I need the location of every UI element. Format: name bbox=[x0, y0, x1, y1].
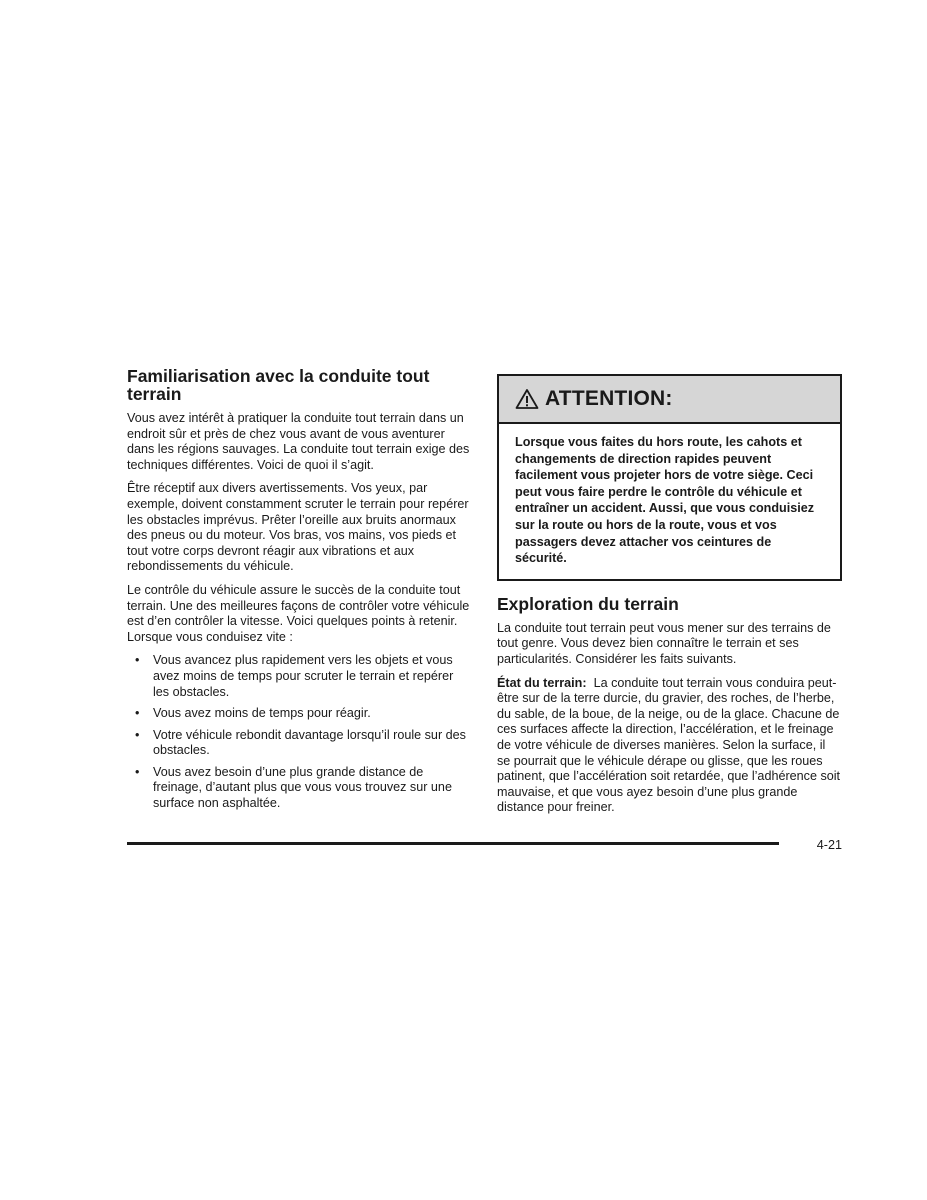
warning-title: ATTENTION: bbox=[545, 387, 673, 410]
right-column bbox=[497, 367, 842, 824]
paragraph-etat-terrain bbox=[497, 676, 842, 816]
warning-triangle-icon bbox=[515, 388, 539, 410]
list-item bbox=[135, 653, 472, 700]
paragraph-intro: Vous avez intérêt à pratiquer la conduite tout terrain dans un endroit sûr et près de chez vous avant de vous aventurer dans les régions sauvages. La conduite tout terrain exige des techniques différentes. Voici de quoi il s’agit. bbox=[127, 411, 470, 472]
paragraph-controle: Le contrôle du véhicule assure le succès de la conduite tout terrain. Une des meilleures façons de contrôler votre véhicule est d’en contrôler la vitesse. Voici quelques points à retenir. Lorsque vous conduisez vite : bbox=[127, 582, 470, 644]
warning-box bbox=[497, 374, 842, 581]
list-item-text: Vous avez besoin d’une plus grande distance de freinage, d’autant plus que vous vous trouvez sur une surface non asphaltée. bbox=[153, 764, 452, 811]
bullet-icon: • bbox=[135, 653, 140, 668]
page-number: 4-21 bbox=[816, 838, 842, 852]
left-column bbox=[127, 367, 472, 818]
warning-body: Lorsque vous faites du hors route, les cahots et changements de direction rapides peuvent facilement vous projeter hors de votre siège. Ceci peut vous faire perdre le contrôle du véhicule et entraîner un accident. Aussi, que vous conduisiez sur la route ou hors de la route, vous et vos passagers devez attacher vos ceintures de sécurité. bbox=[515, 435, 815, 566]
paragraph-avertissements: Être réceptif aux divers avertissements. Vos yeux, par exemple, doivent constamment scruter le terrain pour repérer les obstacles imprévus. Prêter l’oreille aux bruits anormaux des pneus ou du moteur. Vos bras, vos mains, vos pieds et tout votre corps devront réagir aux vibrations et aux rebondissements du véhicule. bbox=[127, 481, 469, 574]
bullet-icon: • bbox=[135, 764, 140, 779]
list-item-text: Votre véhicule rebondit davantage lorsqu’il roule sur des obstacles. bbox=[153, 727, 466, 758]
list-item bbox=[135, 706, 472, 722]
paragraph-exploration-intro: La conduite tout terrain peut vous mener sur des terrains de tout genre. Vous devez bien connaître le terrain et ses particularités. Considérer les faits suivants. bbox=[497, 620, 831, 666]
list-item-text: Vous avez moins de temps pour réagir. bbox=[153, 706, 371, 721]
list-item-text: Vous avancez plus rapidement vers les objets et vous avez moins de temps pour scruter le terrain et repérer les obstacles. bbox=[153, 653, 454, 699]
runin-label: État du terrain: bbox=[497, 675, 594, 690]
list-item bbox=[135, 727, 472, 759]
bullet-icon: • bbox=[135, 727, 140, 742]
list-item bbox=[135, 764, 472, 812]
footer-rule bbox=[127, 842, 779, 845]
runin-text: La conduite tout terrain vous conduira peut-être sur de la terre durcie, du gravier, des roches, de l’herbe, du sable, de la boue, de la neige, ou de la glace. Chacune de ces surfaces affecte la direction, l’accélération, et le freinage de votre véhicule de diverses manières. Selon la surface, il se pourrait que le véhicule dérape ou glisse, que les roues patinent, que l’accélération soit retardée, que l’adhérence soit mauvaise, et que vous ayez besoin d’une plus grande distance pour freiner. bbox=[497, 675, 841, 815]
bullet-icon: • bbox=[135, 706, 140, 721]
speed-bullet-list bbox=[127, 653, 472, 811]
section-heading-exploration: Exploration du terrain bbox=[497, 593, 679, 614]
section-heading-familiarisation: Familiarisation avec la conduite tout terrain bbox=[127, 366, 430, 404]
warning-header bbox=[499, 376, 840, 424]
